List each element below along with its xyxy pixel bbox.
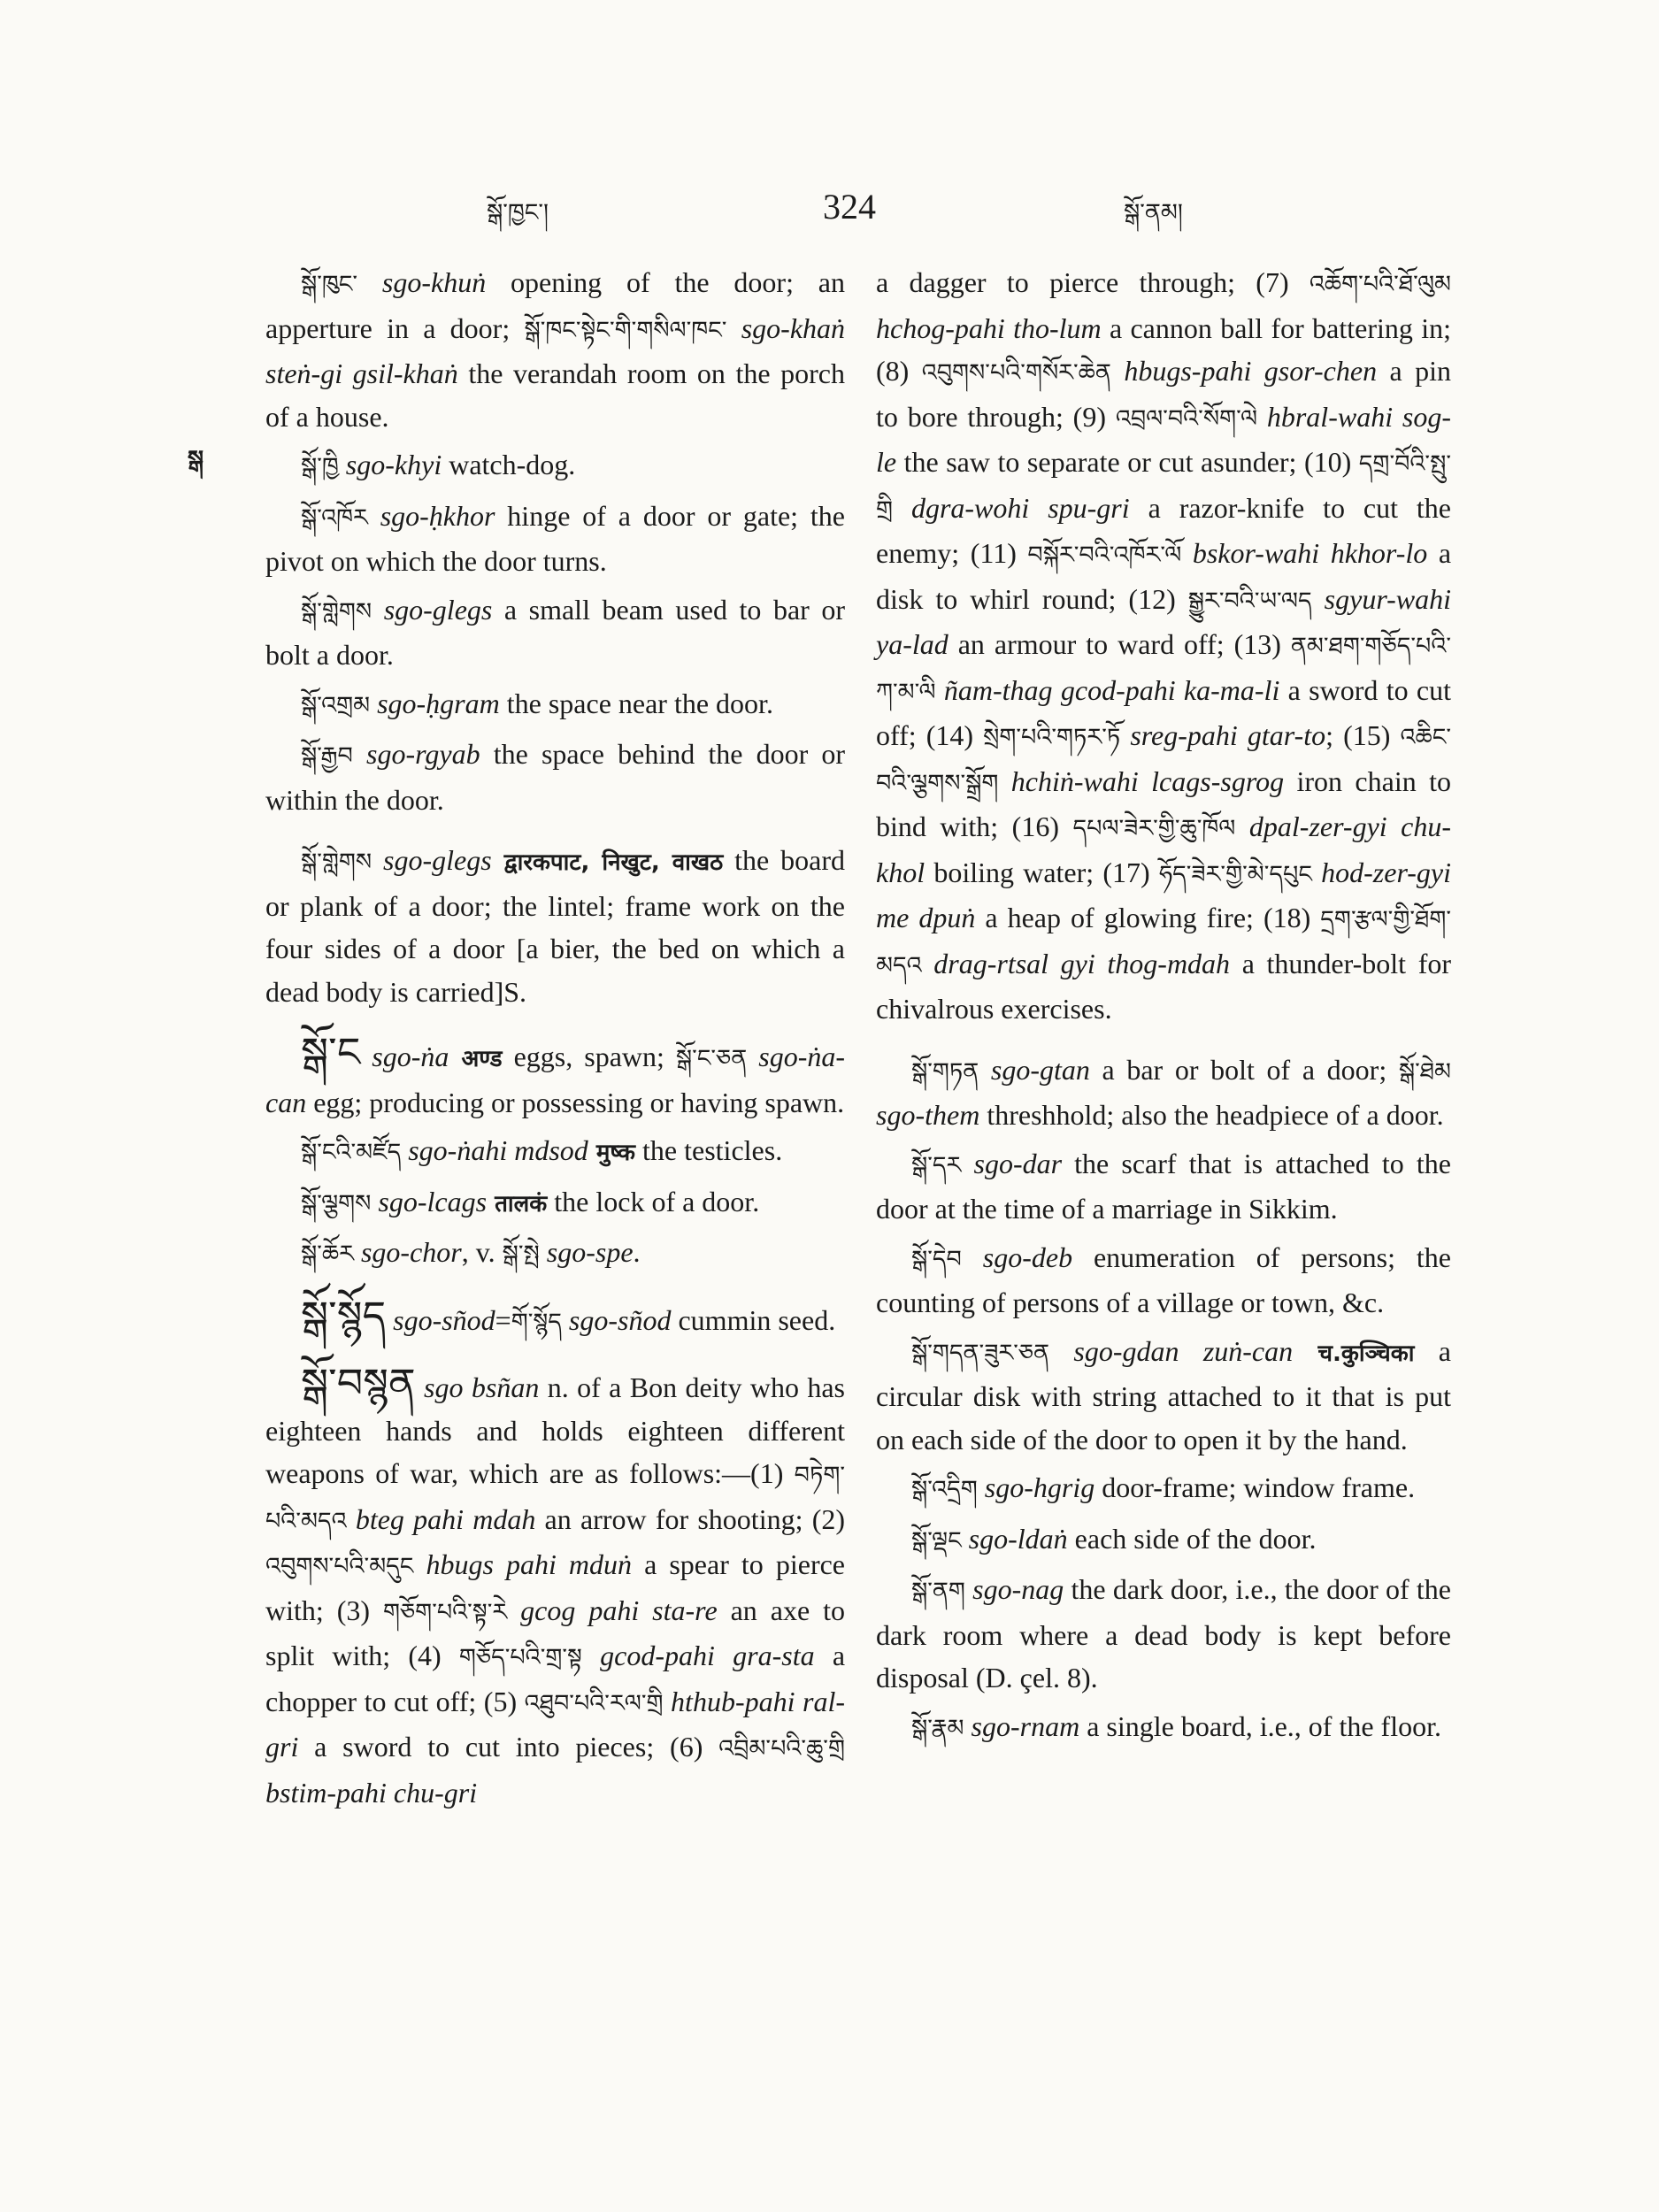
entry-sgo-khung: སྒོ་ཁུང་ sgo-khuṅ opening of the door; an apperture in a door; སྒོ་ཁང་སྟེང་གི་གསིལ་ཁང་ sgo-khaṅ steṅ-gi gsil-khaṅ the verandah room on the porch of a house. — [265, 266, 846, 433]
entry-sgo-gtan: སྒོ་གཏན sgo-gtan a bar or bolt of a door; སྒོ་ཐེམ sgo-them threshhold; also the headpiece of a door. — [876, 1053, 1452, 1131]
entry-sgo-bsnan-continued: a dagger to pierce through; (7) འཆོག་པའི་ཐོ་ལུམ hchog-pahi tho-lum a cannon ball for battering in; (8) འབུགས་པའི་གསོར་ཆེན hbugs-pahi gsor-chen a pin to bore through; (9) འབྲལ་བའི་སོག་ལེ hbral-wahi sog-le the saw to separate or cut asunder; (10) དགྲ་བོའི་སྤུ་གྲི dgra-wohi spu-gri a razor-knife to cut the enemy; (11) བསྐོར་བའི་འཁོར་ལོ bskor-wahi hkhor-lo a disk to whirl round; (12) སྒྱུར་བའི་ཡ་ལད sgyur-wahi ya-lad an armour to ward off; (13) ནམ་ཐག་གཅོད་པའི་ཀ་མ་ལི ñam-thag gcod-pahi ka-ma-li a sword to cut off; (14) སྲེག་པའི་གཏར་ཏོ sreg-pahi gtar-to; (15) འཆིང་བའི་ལྕགས་སྒྲོག hchiṅ-wahi lcags-sgrog iron chain to bind with; (16) དཔལ་ཟེར་གྱི་ཆུ་ཁོལ dpal-zer-gyi chu-khol boiling water; (17) ཧོད་ཟེར་གྱི་མེ་དཔུང hod-zer-gyi me dpuṅ a heap of glowing fire; (18) དྲག་རྩལ་གྱི་ཐོག་མདའ drag-rtsal gyi thog-mdah a thunder-bolt for chivalrous exercises. — [876, 266, 1452, 1025]
entry-sgo-khyi: སྒོ་ཁྱི sgo-khyi watch-dog. — [301, 449, 576, 480]
entry-sgo-hgrig: སྒོ་འདྲིག sgo-hgrig door-frame; window frame. — [911, 1471, 1416, 1503]
entry-sgo-nga: སྒོ་ང sgo-ṅa अण्ड eggs, spawn; སྒོ་ང་ཅན sgo-ṅa-can egg; producing or possessing or having spawn. — [265, 1028, 846, 1118]
entry-sgo-glegs-beam: སྒོ་གླེགས sgo-glegs a small beam used to bar or bolt a door. — [265, 593, 846, 671]
running-head — [265, 186, 1469, 239]
left-column — [265, 261, 845, 1819]
entry-sgo-hgram: སྒོ་འགྲམ sgo-ḥgram the space near the door. — [301, 687, 773, 719]
thumb-index-tab: སྒ — [187, 446, 204, 473]
entry-sgo-hkhor: སྒོ་འཁོར sgo-ḥkhor hinge of a door or gate; the pivot on which the door turns. — [265, 499, 846, 577]
entry-sgo-nag: སྒོ་ནག sgo-nag the dark door, i.e., the door of the dark room where a dead body is kept before disposal (D. çel. 8). — [876, 1573, 1452, 1694]
entry-sgo-lcags: སྒོ་ལྕགས sgo-lcags तालकं the lock of a door. — [301, 1185, 760, 1217]
header-left-guideword: སྒོ་ཁྱང་། — [487, 199, 549, 227]
entry-sgo-chor: སྒོ་ཆོར sgo-chor, v. སྒོ་སྤེ sgo-spe. — [301, 1236, 641, 1268]
entry-sgo-gdan-zung-can: སྒོ་གདན་ཟུར་ཅན sgo-gdan zuṅ-can च.कुञ्चिका a circular disk with string attached to it that is put on each side of the door to open it by the hand. — [876, 1334, 1452, 1455]
page-number: 324 — [823, 187, 876, 227]
entry-sgo-ldang: སྒོ་ལྡང sgo-ldaṅ each side of the door. — [911, 1522, 1317, 1555]
entry-sgo-dar: སྒོ་དར sgo-dar the scarf that is attached to the door at the time of a marriage in Sikkim. — [876, 1147, 1452, 1225]
entry-sgo-deb: སྒོ་དེབ sgo-deb enumeration of persons; the counting of persons of a village or town, &c. — [876, 1240, 1452, 1318]
entry-sgo-rgyab: སྒོ་རྒྱབ sgo-rgyab the space behind the door or within the door. — [265, 738, 846, 816]
header-right-guideword: སྒོ་ནམ། — [1124, 199, 1183, 227]
entry-sgo-ngahi-mdsod: སྒོ་ངའི་མཛོད sgo-ṅahi mdsod मुष्क the testicles. — [301, 1134, 783, 1166]
entry-sgo-bsnan: སྒོ་བསྙན sgo bsñan n. of a Bon deity who has eighteen hands and holds eighteen different weapons of war, which are as follows:—(1) བཏེག་པའི་མདའ bteg pahi mdah an arrow for shooting; (2) འབུགས་པའི་མདུང hbugs pahi mduṅ a spear to pierce with; (3) གཅོག་པའི་སྟ་རེ gcog pahi sta-re an axe to split with; (4) གཅོད་པའི་གྲ་སྟ gcod-pahi gra-sta a chopper to cut off; (5) འཐུབ་པའི་རལ་གྲི hthub-pahi ral-gri a sword to cut into pieces; (6) འབྲིམ་པའི་ཆུ་གྲི bstim-pahi chu-gri — [265, 1359, 846, 1809]
right-column — [876, 261, 1451, 1755]
entry-sgo-glegs-board: སྒོ་གླེགས sgo-glegs द्वारकपाट, निखुट, वाखठ the board or plank of a door; the lintel; frame work on the four sides of a door [a bier, the bed on which a dead body is carried]S. — [265, 844, 845, 1008]
entry-sgo-snod: སྒོ་སྙོད sgo-sñod=གོ་སྙོད sgo-sñod cummin seed. — [301, 1291, 836, 1340]
entry-sgo-rnam: སྒོ་རྣམ sgo-rnam a single board, i.e., of the floor. — [911, 1709, 1441, 1742]
